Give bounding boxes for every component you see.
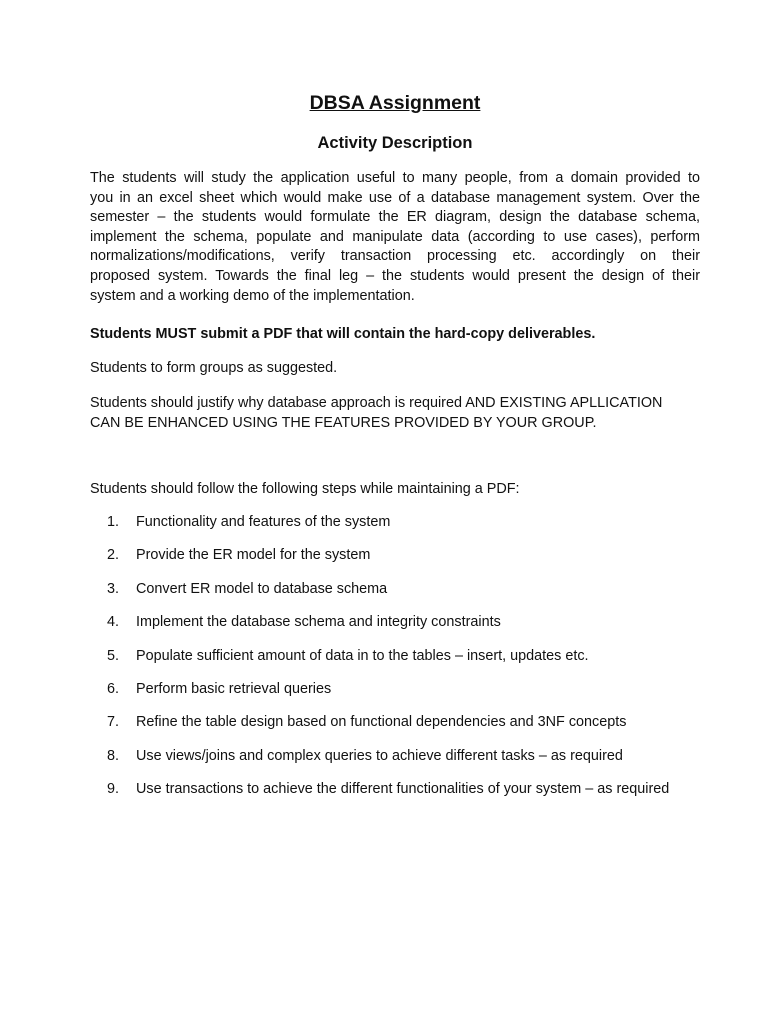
list-item (107, 748, 623, 764)
paragraph-line: CAN BE ENHANCED USING THE FEATURES PROVIDED BY YOUR GROUP. (90, 415, 597, 431)
paragraph-line: normalizations/modifications, verify transaction processing etc. accordingly on their (90, 248, 700, 265)
paragraph-line: The students will study the application useful to many people, from a domain provided to (90, 170, 700, 186)
list-item (107, 648, 589, 664)
list-item-text: Use transactions to achieve the different functionalities of your system – as required (136, 781, 670, 798)
steps-intro: Students should follow the following steps while maintaining a PDF: (90, 481, 520, 497)
paragraph-line: implement the schema, populate and manipulate data (according to use cases), perform (90, 228, 700, 245)
list-item-number: 1. (107, 514, 120, 530)
list-item-text: Functionality and features of the system (136, 514, 391, 530)
list-item-number: 2. (107, 547, 120, 564)
list-item (107, 581, 387, 597)
section-heading: Activity Description (317, 134, 473, 152)
list-item (107, 614, 501, 630)
list-item-number: 8. (107, 747, 120, 764)
paragraph-line: you in an excel sheet which would make use of a database management system. Over the (90, 189, 700, 206)
paragraph-line: Students should justify why database approach is required AND EXISTING APLLICATION (90, 395, 663, 411)
paragraph-line: proposed system. Towards the final leg – the students would present the design of their (90, 267, 700, 284)
list-item-text: Populate sufficient amount of data in to the tables – insert, updates etc. (136, 647, 589, 664)
list-item-number: 7. (107, 714, 120, 731)
list-item-text: Use views/joins and complex queries to achieve different tasks – as required (136, 747, 623, 764)
list-item-number: 6. (107, 681, 120, 697)
list-item-number: 4. (107, 614, 120, 631)
list-item (107, 714, 626, 730)
list-item-text: Provide the ER model for the system (136, 547, 371, 564)
list-item-text: Implement the database schema and integrity constraints (136, 614, 501, 631)
list-item-number: 5. (107, 647, 120, 664)
list-item-number: 9. (107, 781, 120, 798)
paragraph-line: system and a working demo of the implementation. (90, 287, 415, 304)
list-item-text: Refine the table design based on functional dependencies and 3NF concepts (136, 714, 627, 731)
list-item (107, 781, 669, 797)
list-item-text: Convert ER model to database schema (136, 580, 388, 597)
list-item (107, 514, 390, 530)
list-item-text: Perform basic retrieval queries (136, 681, 332, 697)
document-title: DBSA Assignment (309, 92, 481, 114)
intro-paragraph (90, 169, 700, 306)
justification-note (90, 393, 710, 433)
list-item (107, 681, 331, 697)
paragraph-line: semester – the students would formulate the ER diagram, design the database schema, (90, 209, 700, 226)
groups-note: Students to form groups as suggested. (90, 360, 338, 376)
submission-note: Students MUST submit a PDF that will contain the hard-copy deliverables. (90, 326, 596, 342)
list-item (107, 547, 370, 563)
list-item-number: 3. (107, 580, 120, 597)
